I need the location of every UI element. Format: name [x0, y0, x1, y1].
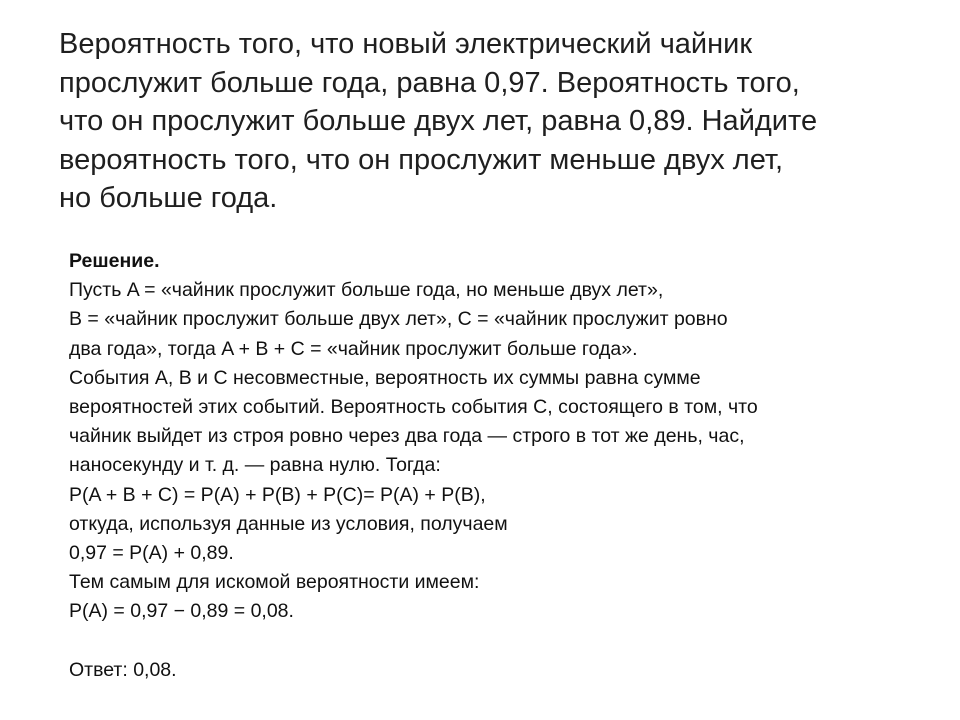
- solution-line-10: 0,97 = P(A) + 0,89.: [69, 542, 234, 565]
- solution-line-12: P(A) = 0,97 − 0,89 = 0,08.: [69, 600, 294, 623]
- solution-line-4: События A, В и С несовместные, вероятность их суммы равна сумме: [69, 366, 701, 389]
- solution-line-8: P(A + B + С) = P(A) + P(B) + P(С)= P(A) + P(B),: [69, 483, 486, 506]
- solution-line-2: В = «чайник прослужит больше двух лет», С = «чайник прослужит ровно: [69, 308, 728, 331]
- problem-line-3: что он прослужит больше двух лет, равна 0,89. Найдите: [59, 105, 818, 137]
- problem-line-5: но больше года.: [59, 182, 278, 214]
- problem-line-1: Вероятность того, что новый электрический чайник: [59, 28, 753, 60]
- solution-line-9: откуда, используя данные из условия, получаем: [69, 512, 508, 535]
- solution-line-7: наносекунду и т. д. — равна нулю. Тогда:: [69, 454, 441, 477]
- spacer: [69, 627, 929, 656]
- problem-line-4: вероятность того, что он прослужит меньше двух лет,: [59, 143, 784, 176]
- solution-heading: Решение.: [69, 250, 160, 272]
- solution-line-11: Тем самым для искомой вероятности имеем:: [69, 571, 480, 594]
- problem-line-2: прослужит больше года, равна 0,97. Вероятность того,: [59, 66, 800, 99]
- answer-line: Ответ: 0,08.: [69, 658, 177, 681]
- solution-line-5: вероятностей этих событий. Вероятность события С, состоящего в том, что: [69, 396, 758, 419]
- problem-statement: [59, 25, 919, 218]
- solution-block: [69, 247, 929, 685]
- solution-line-3: два года», тогда A + B + С = «чайник прослужит больше года».: [69, 337, 638, 360]
- solution-line-6: чайник выйдет из строя ровно через два года — строго в тот же день, час,: [69, 425, 745, 448]
- solution-line-1: Пусть A = «чайник прослужит больше года, но меньше двух лет»,: [69, 279, 664, 302]
